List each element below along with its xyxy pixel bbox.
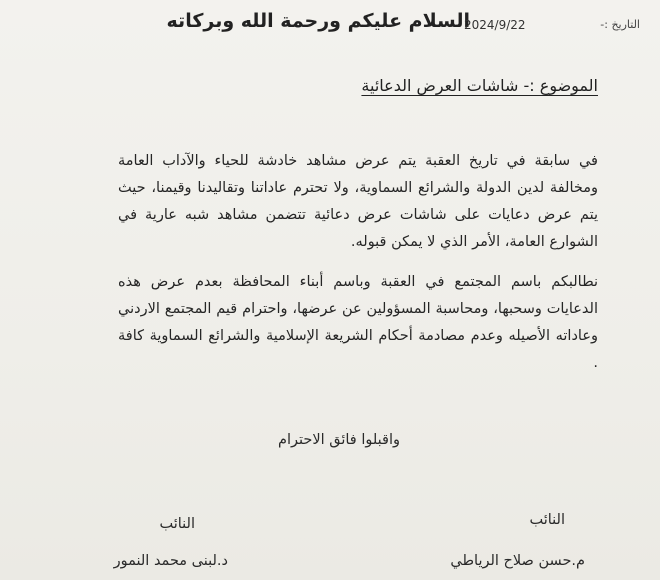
signatory-title-right: النائب	[529, 512, 565, 528]
signatory-title-left: النائب	[159, 516, 195, 532]
date-label: التاريخ :-	[600, 18, 640, 31]
subject-line: الموضوع :- شاشات العرض الدعائية	[361, 76, 598, 95]
closing-line: واقبلوا فائق الاحترام	[278, 432, 400, 448]
date-value: 2024/9/22	[464, 18, 526, 32]
greeting-heading: السلام عليكم ورحمة الله وبركاته	[166, 10, 470, 32]
body-paragraph-2: نطالبكم باسم المجتمع في العقبة وباسم أبناء المحافظة بعدم عرض هذه الدعايات وسحبها، ومحاسبة المسؤولين عن عرضها، واحترام قيم المجتمع الاردني وعاداته الأصيله وعدم مصادمة أحكام الشريعة الإسلامية والشرائع السماوية كافة .	[118, 274, 598, 371]
signatory-name-right: م.حسن صلاح الرياطي	[450, 553, 585, 569]
body-paragraph-1: في سابقة في تاريخ العقبة يتم عرض مشاهد خادشة للحياء والآداب العامة ومخالفة لدين الدولة والشرائع السماوية، ولا تحترم عاداتنا وتقاليدنا وقيمنا، حيث يتم عرض دعايات على شاشات عرض دعائية تتضمن مشاهد شبه عارية في الشوارع العامة، الأمر الذي لا يمكن قبوله.	[118, 153, 598, 250]
signatory-name-left: د.لبنى محمد النمور	[113, 553, 228, 569]
